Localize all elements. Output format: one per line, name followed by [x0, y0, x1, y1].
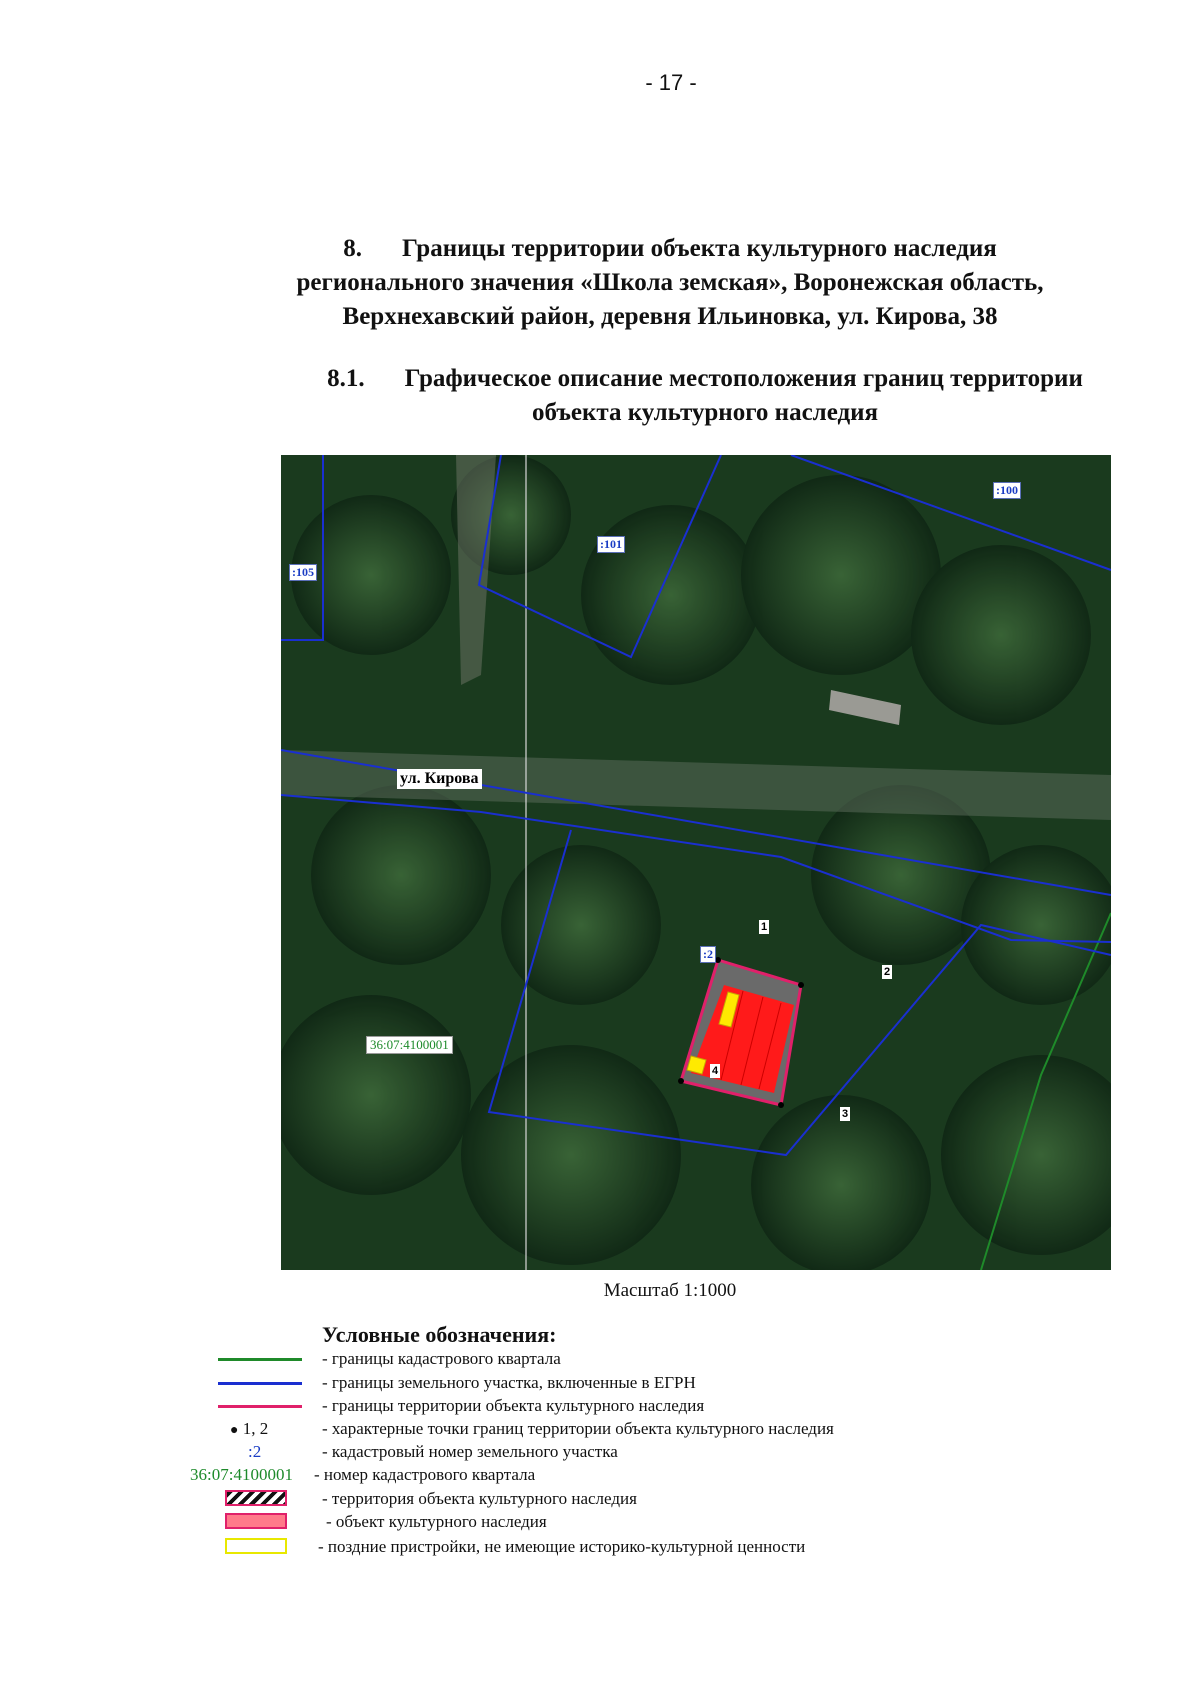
cadastral-map [281, 455, 1111, 1270]
quarter-number-symbol: 36:07:4100001 [190, 1465, 293, 1484]
legend-item-heritage-object: - объект культурного наследия [0, 1511, 1200, 1533]
red-box-symbol [225, 1513, 287, 1529]
section-number: 8. [343, 235, 362, 262]
quarter-label: 36:07:4100001 [366, 1036, 453, 1054]
legend-item-heritage-boundary: - границы территории объекта культурного наследия [0, 1395, 1200, 1417]
legend-item-quarter-boundary: - границы кадастрового квартала [0, 1348, 1200, 1370]
parcel-label-101: :101 [597, 536, 625, 553]
parcel-number-symbol: :2 [248, 1442, 262, 1461]
boundary-point-3 [778, 1102, 784, 1108]
legend-item-late-extensions: - поздние пристройки, не имеющие историко-культурной ценности [0, 1536, 1200, 1558]
blue-line-symbol [218, 1382, 302, 1385]
map-canvas [281, 455, 1111, 1270]
boundary-point-2 [798, 982, 804, 988]
street-label: ул. Кирова [397, 769, 482, 789]
point-label-2: 2 [884, 966, 891, 978]
legend-item-parcel-boundary: - границы земельного участка, включенные в ЕГРН [0, 1372, 1200, 1394]
legend-item-boundary-points: ● 1, 2 - характерные точки границ территории объекта культурного наследия [0, 1418, 1200, 1440]
page-number: - 17 - [645, 70, 697, 95]
map-scale: Масштаб 1:1000 [603, 1280, 737, 1301]
pink-line-symbol [218, 1405, 302, 1408]
parcel-label-105: :105 [289, 564, 317, 581]
boundary-point-4 [678, 1078, 684, 1084]
subsection-number: 8.1. [327, 365, 365, 392]
legend-item-quarter-number: 36:07:4100001 - номер кадастрового квартала [190, 1465, 536, 1484]
legend-title: Условные обозначения: [322, 1322, 557, 1347]
legend-item-parcel-number: :2 - кадастровый номер земельного участка [248, 1442, 618, 1461]
point-symbol: ● 1, 2 [230, 1419, 269, 1438]
subsection-heading [270, 362, 1140, 430]
parcel-label-100: :100 [993, 482, 1021, 499]
green-line-symbol [218, 1358, 302, 1361]
point-label-1: 1 [761, 921, 768, 933]
point-label-3: 3 [842, 1108, 849, 1120]
hatched-box-symbol [225, 1490, 287, 1506]
subsection-title-line2: объекта культурного наследия [531, 399, 879, 426]
parcel-label-2: :2 [700, 946, 716, 963]
section-title-line1: Границы территории объекта культурного наследия [401, 235, 997, 262]
subsection-title-line1: Графическое описание местоположения границ территории [404, 365, 1083, 392]
point-label-4: 4 [712, 1065, 719, 1077]
section-heading [230, 232, 1110, 334]
legend-item-heritage-territory: - территория объекта культурного наследия [0, 1488, 1200, 1510]
section-title-line3: Верхнехавский район, деревня Ильиновка, ул. Кирова, 38 [342, 303, 998, 330]
section-title-line2: регионального значения «Школа земская», Воронежская область, [296, 269, 1044, 296]
yellow-box-symbol [225, 1538, 287, 1554]
